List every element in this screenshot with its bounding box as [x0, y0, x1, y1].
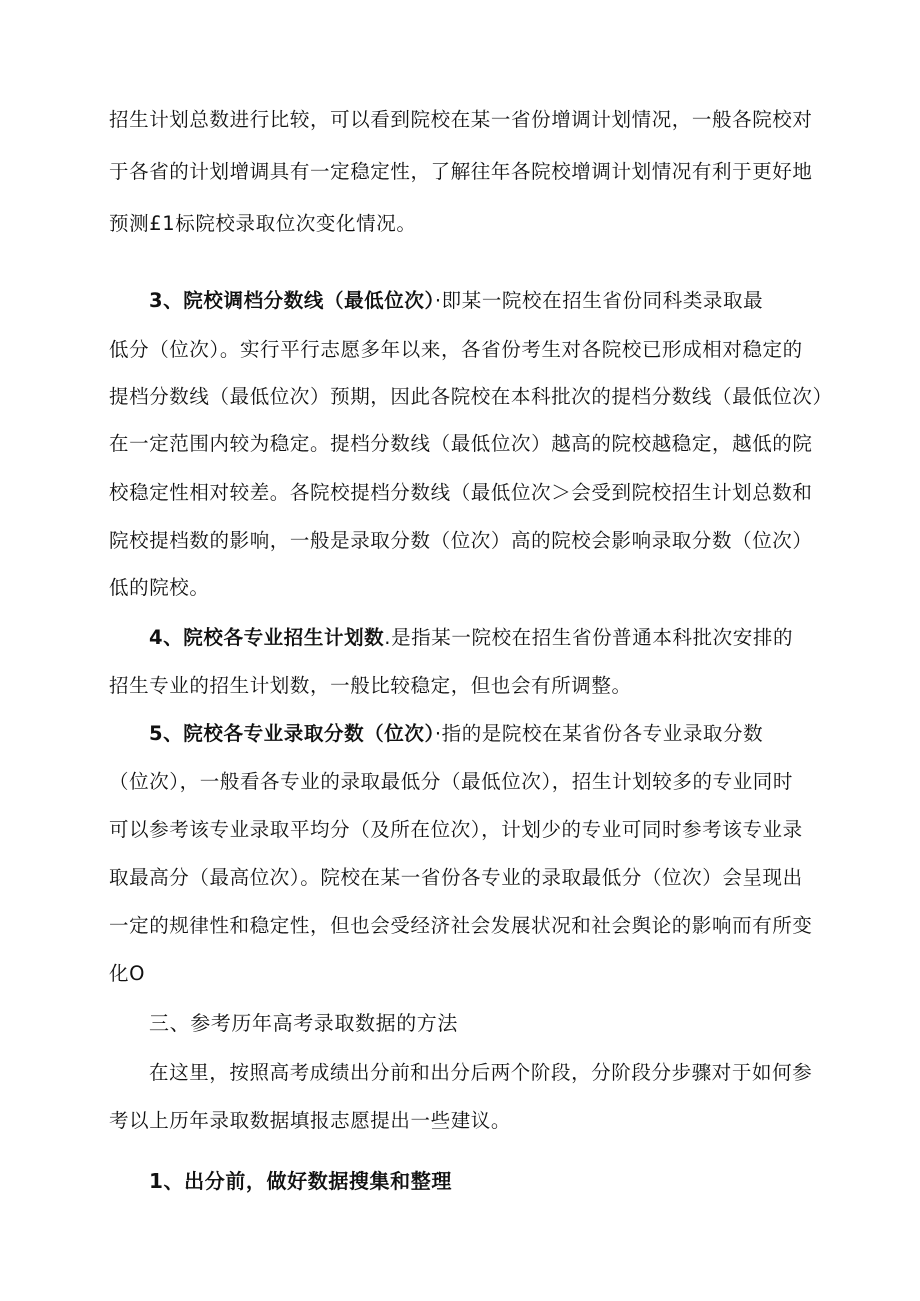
paragraph-line: 可以参考该专业录取平均分（及所在位次），计划少的专业可同时参考该专业录	[109, 818, 803, 841]
section-5-heading: 5、院校各专业录取分数（位次）	[149, 722, 435, 745]
part-3-heading: 三、参考历年高考录取数据的方法	[149, 1011, 458, 1035]
paragraph-line: 化O	[109, 962, 146, 985]
paragraph-line: 预测£1标院校录取位次变化情况。	[109, 212, 417, 235]
paragraph-line: 招生计划总数进行比较，可以看到院校在某一省份增调计划情况，一般各院校对	[109, 108, 813, 131]
paragraph-line: 一定的规律性和稳定性，但也会受经济社会发展状况和社会舆论的影响而有所变	[109, 914, 813, 937]
section-5-first-line	[149, 722, 763, 746]
paragraph-line: （位次），一般看各专业的录取最低分（最低位次），招生计划较多的专业同时	[109, 770, 794, 793]
section-3-heading: 3、院校调档分数线（最低位次）	[149, 289, 435, 312]
section-3-lead: ·即某一院校在招生省份同科类录取最	[434, 289, 764, 312]
paragraph-line: 低分（位次）。实行平行志愿多年以来，各省份考生对各院校已形成相对稳定的	[109, 338, 803, 361]
paragraph-line: 在一定范围内较为稳定。提档分数线（最低位次）越高的院校越稳定，越低的院	[109, 432, 813, 455]
paragraph-line: 取最高分（最高位次）。院校在某一省份各专业的录取最低分（位次）会呈现出	[109, 866, 803, 889]
paragraph-line: 校稳定性相对较差。各院校提档分数线（最低位次＞会受到院校招生计划总数和	[109, 481, 813, 504]
paragraph-line: 低的院校。	[109, 576, 210, 599]
paragraph-line: 考以上历年录取数据填报志愿提出一些建议。	[109, 1109, 512, 1132]
paragraph-line: 于各省的计划增调具有一定稳定性，了解往年各院校增调计划情况有利于更好地	[109, 160, 813, 183]
section-4-lead: .是指某一院校在招生省份普通本科批次安排的	[384, 626, 794, 649]
step-1-heading: 1、出分前，做好数据搜集和整理	[149, 1169, 452, 1193]
paragraph-line: 院校提档数的影响，一般是录取分数（位次）高的院校会影响录取分数（位次）	[109, 529, 813, 552]
section-3-first-line	[149, 289, 763, 313]
paragraph-line: 在这里，按照高考成绩出分前和出分后两个阶段，分阶段分步骤对于如何参	[149, 1061, 813, 1084]
paragraph-line: 提档分数线（最低位次）预期，因此各院校在本科批次的提档分数线（最低位次）	[109, 385, 833, 408]
section-5-lead: ·指的是院校在某省份各专业录取分数	[434, 722, 764, 745]
section-4-heading: 4、院校各专业招生计划数	[149, 626, 385, 649]
section-4-first-line	[149, 626, 793, 650]
paragraph-line: 招生专业的招生计划数，一般比较稳定，但也会有所调整。	[109, 674, 632, 697]
